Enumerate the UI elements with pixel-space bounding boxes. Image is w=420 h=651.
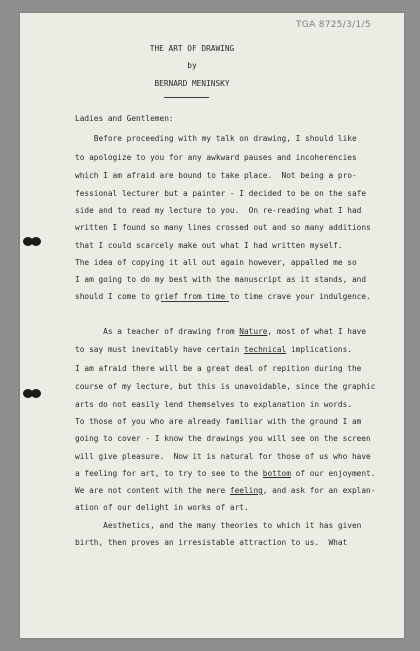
text-line: As a teacher of drawing from Nature, most of what I have	[75, 327, 367, 336]
salutation: Ladies and Gentlemen:	[75, 114, 174, 123]
text-line: birth, then proves an irresistable attraction to us. What	[75, 538, 348, 547]
author-underline	[164, 97, 209, 98]
text-line: which I am afraid are bound to take place. Not being a pro-	[75, 171, 357, 180]
text-line: arts do not easily lend themselves to explanation in words.	[75, 400, 352, 409]
text-line: I am afraid there will be a great deal of repition during the	[75, 364, 362, 373]
text-line: The idea of copying it all out again however, appalled me so	[75, 258, 357, 267]
text-line: Aesthetics, and the many theories to which it has given	[75, 521, 362, 530]
text-line: that I could scarcely make out what I had written myself.	[75, 241, 343, 250]
text-line: going to cover - I know the drawings you will see on the screen	[75, 434, 371, 443]
text-line: a feeling for art, to try to see to the bottom of our enjoyment.	[75, 469, 376, 478]
text-line: ation of our delight in works of art.	[75, 503, 249, 512]
text-line: Before proceeding with my talk on drawing, I should like	[75, 134, 357, 143]
text-line: should I come to grief from time to time crave your indulgence.	[75, 292, 371, 301]
text-line: fessional lecturer but a painter - I decided to be on the safe	[75, 189, 367, 198]
text-line: We are not content with the mere feeling, and ask for an explan-	[75, 486, 376, 495]
text-line: to apologize to you for any awkward pauses and incoherencies	[75, 153, 357, 162]
text-line: side and to read my lecture to you. On re-reading what I had	[75, 206, 362, 215]
archive-reference: TGA 8725/3/1/5	[296, 20, 371, 30]
text-line: to say must inevitably have certain technical implications.	[75, 345, 352, 354]
text-line: To those of you who are already familiar with the ground I am	[75, 417, 362, 426]
text-line: course of my lecture, but this is unavoidable, since the graphic	[75, 382, 376, 391]
section-divider	[161, 301, 229, 302]
document-title: THE ART OF DRAWING	[149, 44, 235, 53]
text-line: I am going to do my best with the manuscript as it stands, and	[75, 275, 367, 284]
punch-hole-right	[31, 389, 41, 398]
text-line: written I found so many lines crossed out and so many additions	[75, 223, 371, 232]
author-name: BERNARD MENINSKY	[154, 79, 230, 88]
text-line: will give pleasure. Now it is natural for those of us who have	[75, 452, 371, 461]
punch-hole-right	[31, 237, 41, 246]
byline: by	[187, 61, 197, 70]
